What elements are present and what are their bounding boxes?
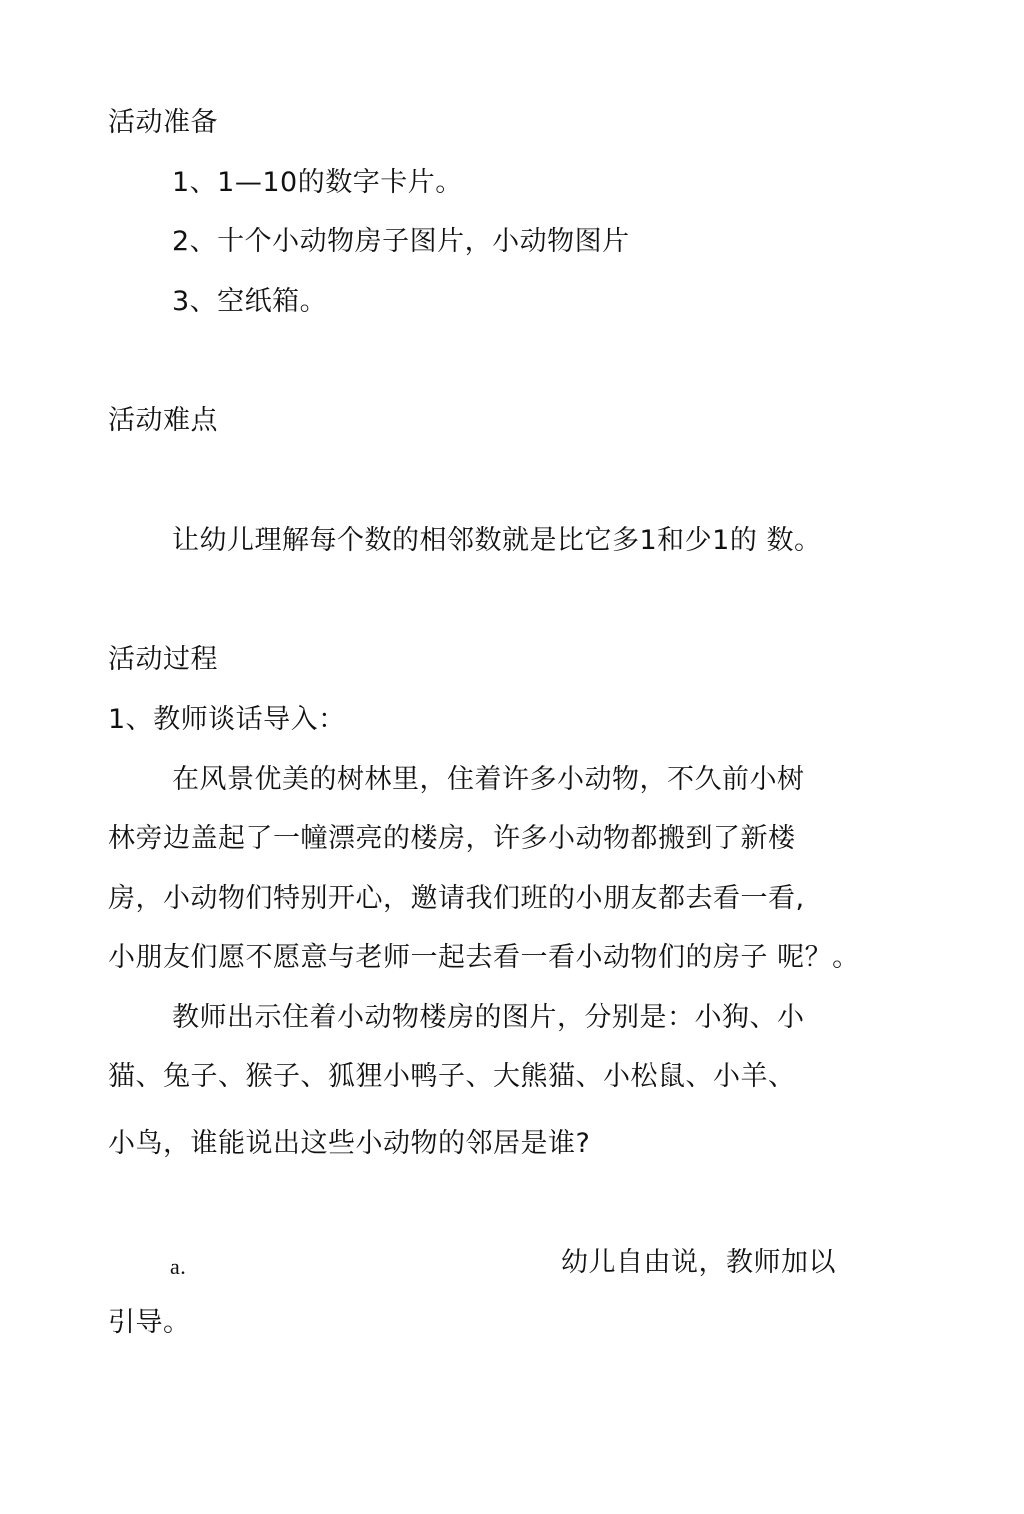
prep-item-2: 2、十个小动物房子图片，小动物图片 <box>172 226 630 257</box>
para1-line-4: 小朋友们愿不愿意与老师一起去看一看小动物们的房子 呢？。 <box>108 942 860 973</box>
para2-line-3: 小鸟，谁能说出这些小动物的邻居是谁? <box>108 1128 591 1159</box>
para2-line-1: 教师出示住着小动物楼房的图片，分别是：小狗、小 <box>172 1002 805 1033</box>
item-a-text: 幼儿自由说，教师加以 <box>561 1247 836 1278</box>
para1-line-2: 林旁边盖起了一幢漂亮的楼房，许多小动物都搬到了新楼 <box>108 823 796 854</box>
item-a-continuation: 引导。 <box>108 1307 191 1338</box>
prep-item-3: 3、空纸箱。 <box>172 286 328 317</box>
para1-line-1: 在风景优美的树林里，住着许多小动物，不久前小树 <box>172 764 805 795</box>
heading-difficulty: 活动难点 <box>108 405 218 436</box>
item-a-marker: a. <box>170 1254 187 1279</box>
para1-line-3: 房，小动物们特别开心，邀请我们班的小朋友都去看一看, <box>108 883 805 914</box>
para2-line-2: 猫、兔子、猴子、狐狸小鸭子、大熊猫、小松鼠、小羊、 <box>108 1061 796 1092</box>
step-1-title: 1、教师谈话导入： <box>108 704 346 735</box>
heading-process: 活动过程 <box>108 644 218 675</box>
prep-item-1: 1、1—10的数字卡片。 <box>172 167 463 198</box>
heading-prep: 活动准备 <box>108 107 218 138</box>
difficulty-text: 让幼儿理解每个数的相邻数就是比它多1和少1的 数。 <box>172 525 822 556</box>
